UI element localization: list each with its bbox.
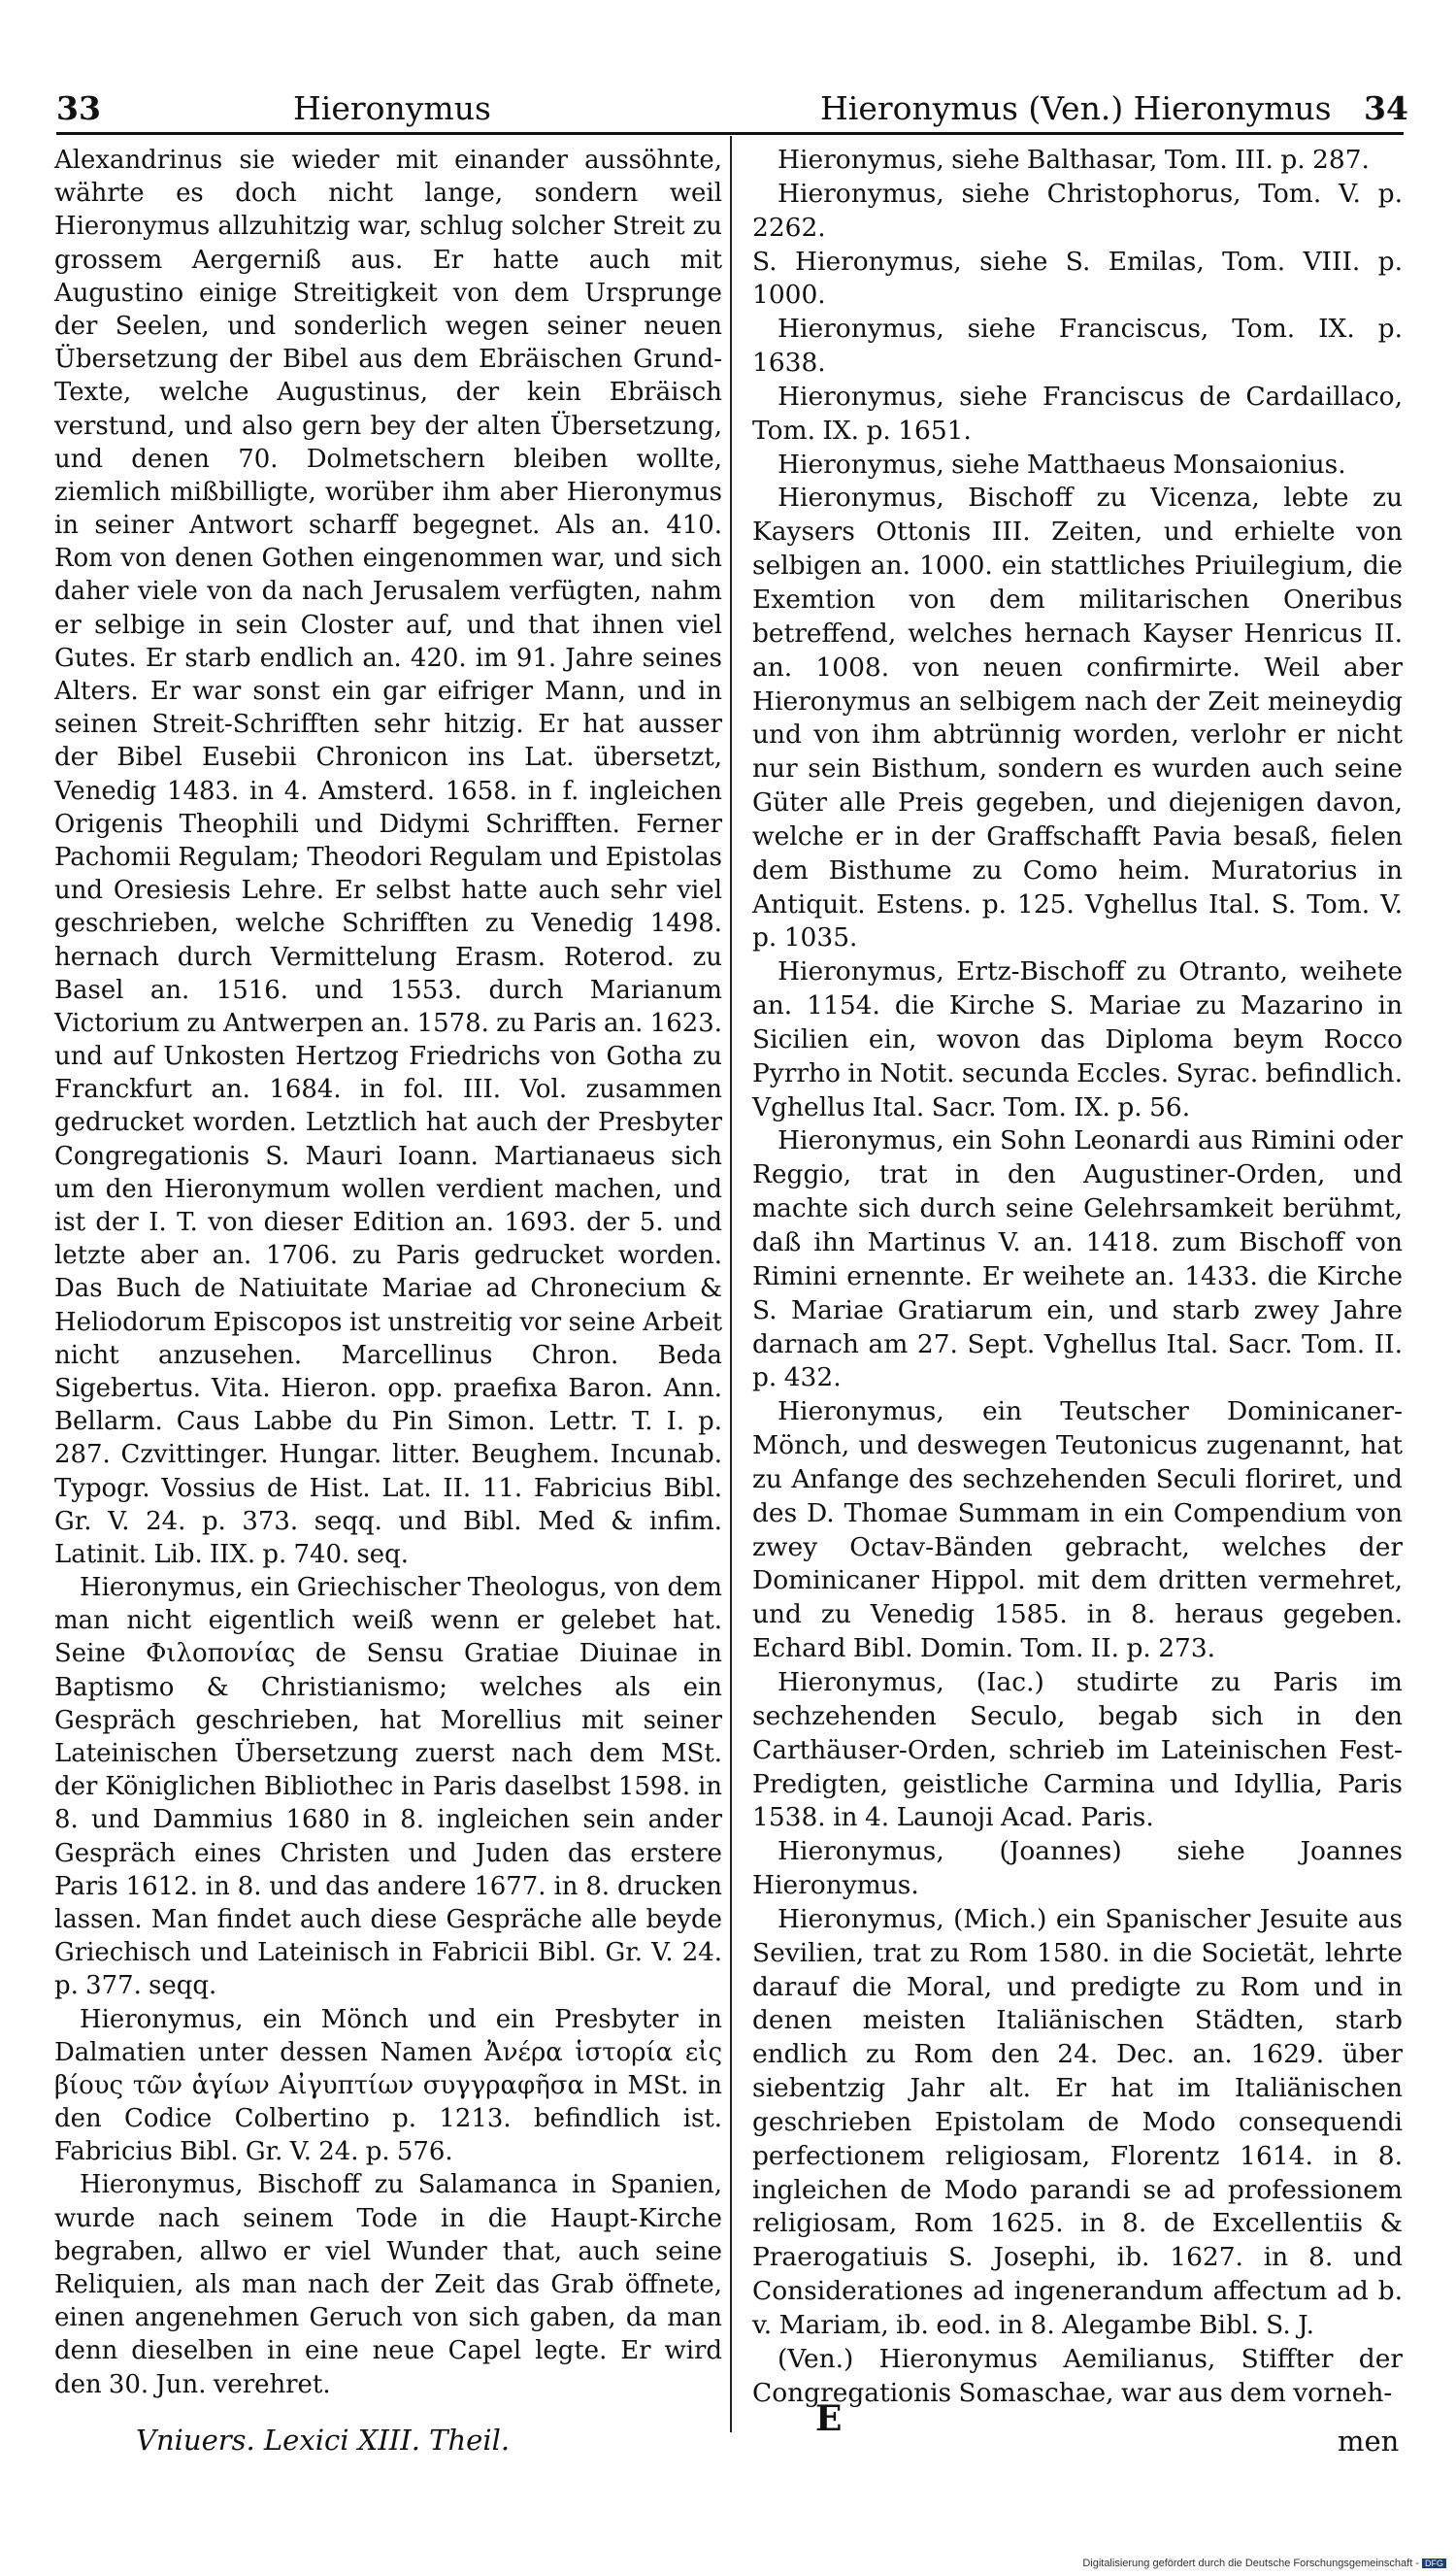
entry-paragraph: Hieronymus, (Iac.) studirte zu Paris im sechzehenden Seculo, begab sich in den Carthäuser-Orden, schrieb im Lateinischen Fest-Predigten, geistliche Carmina und Idyllia, Paris 1538. in 4. Launoji Acad. Paris. bbox=[752, 1666, 1403, 1833]
entry-paragraph: Hieronymus, siehe Franciscus, Tom. IX. p. 1638. bbox=[752, 314, 1403, 379]
right-column bbox=[752, 144, 1403, 2411]
entry-paragraph: Hieronymus, (Joannes) siehe Joannes Hieronymus. bbox=[752, 1836, 1403, 1901]
right-page-number: 34 bbox=[1364, 89, 1408, 127]
right-running-title: Hieronymus (Ven.) Hieronymus bbox=[820, 89, 1332, 127]
entry-paragraph: Hieronymus, siehe Matthaeus Monsaionius. bbox=[778, 449, 1346, 480]
column-divider bbox=[730, 136, 732, 2432]
dfg-logo-icon: DFG bbox=[1422, 2559, 1446, 2568]
entry-paragraph: Hieronymus, siehe Franciscus de Cardaillaco, Tom. IX. p. 1651. bbox=[752, 381, 1403, 446]
entry-paragraph: Hieronymus, ein Mönch und ein Presbyter in Dalmatien unter dessen Namen Ἀνέρα ἱστορία εἰς βίους τῶν ἁγίων Αἰγυπτίων συγγραφῆσα in MSt. in den Codice Colbertino p. 1213. befindlich ist. Fabricius Bibl. Gr. V. 24. p. 576. bbox=[54, 2004, 722, 2167]
left-running-title: Hieronymus bbox=[293, 89, 491, 127]
entry-paragraph: Hieronymus, ein Teutscher Dominicaner-Mönch, und deswegen Teutonicus zugenannt, hat zu Anfange des sechzehenden Seculi floriret, und des D. Thomae Summam in ein Compendium von zwey Octav-Bänden gebracht, welches der Dominicaner Hippol. mit dem dritten vermehret, und zu Venedig 1585. in 8. heraus gegeben. Echard Bibl. Domin. Tom. II. p. 273. bbox=[752, 1396, 1403, 1664]
entry-paragraph: Hieronymus, (Mich.) ein Spanischer Jesuite aus Sevilien, trat zu Rom 1580. in die Societät, lehrte darauf die Moral, und predigte zu Rom und in denen meisten Italiänischen Städten, starb endlich zu Rom den 24. Dec. an. 1629. über siebentzig Jahr alt. Er hat im Italiänischen geschrieben Epistolam de Modo consequendi perfectionem religiosam, Florentz 1614. in 8. ingleichen de Modo parandi se ad professionem religiosam, Rom 1625. in 8. de Excellentiis & Praerogatiuis S. Josephi, ib. 1627. in 8. und Considerationes ad ingenerandum affectum ad b. v. Mariam, ib. eod. in 8. Alegambe Bibl. S. J. bbox=[752, 1903, 1403, 2340]
left-page-number: 33 bbox=[56, 89, 101, 127]
entry-paragraph: Hieronymus, Bischoff zu Vicenza, lebte zu Kaysers Ottonis III. Zeiten, und erhielte von selbigen an. 1000. ein stattliches Priuilegium, die Exemtion von dem militarischen Oneribus betreffend, welches hernach Kayser Henricus II. an. 1008. von neuen confirmirte. Weil aber Hieronymus an selbigem nach der Zeit meineydig und von ihm abtrünnig worden, verlohr er nicht nur sein Bisthum, sondern es wurden auch seine Güter alle Preis gegeben, und diejenigen davon, welche er in der Graffschafft Pavia besaß, fielen dem Bisthume zu Como heim. Muratorius in Antiquit. Estens. p. 125. Vghellus Ital. S. Tom. V. p. 1035. bbox=[752, 483, 1403, 953]
header-rule bbox=[56, 132, 1404, 135]
volume-footer: Vniuers. Lexici XIII. Theil. bbox=[136, 2424, 511, 2457]
signature-mark: E bbox=[815, 2398, 843, 2439]
entry-paragraph: Hieronymus, Ertz-Bischoff zu Otranto, weihete an. 1154. die Kirche S. Mariae zu Mazarino in Sicilien ein, wovon das Diploma beym Rocco Pyrrho in Notit. secunda Eccles. Syrac. befindlich. Vghellus Ital. Sacr. Tom. IX. p. 56. bbox=[752, 956, 1403, 1122]
entry-paragraph: Hieronymus, siehe Balthasar, Tom. III. p. 287. bbox=[778, 145, 1370, 175]
entry-paragraph: Hieronymus, siehe Christophorus, Tom. V. p. 2262. bbox=[752, 178, 1403, 243]
left-column bbox=[54, 144, 722, 2401]
digitization-credit bbox=[1082, 2558, 1446, 2569]
catchword: men bbox=[1338, 2425, 1400, 2458]
credit-text: Digitalisierung gefördert durch die Deutsche Forschungsgemeinschaft - bbox=[1082, 2558, 1419, 2569]
entry-paragraph: Hieronymus, ein Sohn Leonardi aus Rimini oder Reggio, trat in den Augustiner-Orden, und machte sich durch seine Gelehrsamkeit berühmt, daß ihn Martinus V. an. 1418. zum Bischoff von Rimini ernennte. Er weihete an. 1433. die Kirche S. Mariae Gratiarum ein, und starb zwey Jahre darnach am 27. Sept. Vghellus Ital. Sacr. Tom. II. p. 432. bbox=[752, 1125, 1403, 1393]
entry-paragraph: Hieronymus, ein Griechischer Theologus, von dem man nicht eigentlich weiß wenn er gelebet hat. Seine Φιλοπονίας de Sensu Gratiae Diuinae in Baptismo & Christianismo; welches als ein Gespräch geschrieben, hat Morellius mit seiner Lateinischen Übersetzung zuerst nach dem MSt. der Königlichen Bibliothec in Paris daselbst 1598. in 8. und Dammius 1680 in 8. ingleichen sein ander Gespräch eines Christen und Juden das erstere Paris 1612. in 8. und das andere 1677. in 8. drucken lassen. Man findet auch diese Gespräche alle beyde Griechisch und Lateinisch in Fabricii Bibl. Gr. V. 24. p. 377. seqq. bbox=[54, 1573, 722, 2001]
entry-paragraph: S. Hieronymus, siehe S. Emilas, Tom. VIII. p. 1000. bbox=[752, 246, 1403, 311]
entry-paragraph: Alexandrinus sie wieder mit einander aussöhnte, währte es doch nicht lange, sondern weil Hieronymus allzuhitzig war, schlug solcher Streit zu grossem Aergerniß aus. Er hatte auch mit Augustino einige Streitigkeit von dem Ursprunge der Seelen, und sonderlich wegen seiner neuen Übersetzung der Bibel aus dem Ebräischen Grund-Texte, welche Augustinus, der kein Ebräisch verstund, und also gern bey der alten Übersetzung, und denen 70. Dolmetschern bleiben wollte, ziemlich mißbilligte, worüber ihm aber Hieronymus in seiner Antwort scharff begegnet. Als an. 410. Rom von denen Gothen eingenommen war, und sich daher viele von da nach Jerusalem verfügten, nahm er selbige in sein Closter auf, und that ihnen viel Gutes. Er starb endlich an. 420. im 91. Jahre seines Alters. Er war sonst ein gar eifriger Mann, und in seinen Streit-Schrifften sehr hitzig. Er hat ausser der Bibel Eusebii Chronicon ins Lat. übersetzt, Venedig 1483. in 4. Amsterd. 1658. in f. ingleichen Origenis Theophili und Didymi Schrifften. Ferner Pachomii Regulam; Theodori Regulam und Epistolas und Oresiesis Lehre. Er selbst hatte auch sehr viel geschrieben, welche Schrifften zu Venedig 1498. hernach durch Vermittelung Erasm. Roterod. zu Basel an. 1516. und 1553. durch Marianum Victorium zu Antwerpen an. 1578. zu Paris an. 1623. und auf Unkosten Hertzog Friedrichs von Gotha zu Franckfurt an. 1684. in fol. III. Vol. zusammen gedrucket worden. Letztlich hat auch der Presbyter Congregationis S. Mauri Ioann. Martianaeus sich um den Hieronymum wollen verdient machen, und ist der I. T. von dieser Edition an. 1693. der 5. und letzte aber an. 1706. zu Paris gedrucket worden. Das Buch de Natiuitate Mariae ad Chronecium & Heliodorum Episcopos ist unstreitig vor seine Arbeit nicht anzusehen. Marcellinus Chron. Beda Sigebertus. Vita. Hieron. opp. praefixa Baron. Ann. Bellarm. Caus Labbe du Pin Simon. Lettr. T. I. p. 287. Czvittinger. Hungar. litter. Beughem. Incunab. Typogr. Vossius de Hist. Lat. II. 11. Fabricius Bibl. Gr. V. 24. p. 373. seqq. und Bibl. Med & infim. Latinit. Lib. IIX. p. 740. seq. bbox=[54, 146, 722, 1569]
entry-paragraph: (Ven.) Hieronymus Aemilianus, Stiffter der Congregationis Somaschae, war aus dem vorneh- bbox=[752, 2343, 1403, 2408]
entry-paragraph: Hieronymus, Bischoff zu Salamanca in Spanien, wurde nach seinem Tode in die Haupt-Kirche begraben, allwo er viel Wunder that, auch seine Reliquien, als man nach der Zeit das Grab öffnete, einen angenehmen Geruch von sich gaben, da man denn dieselben in eine neue Capel legte. Er wird den 30. Jun. verehret. bbox=[54, 2170, 722, 2399]
